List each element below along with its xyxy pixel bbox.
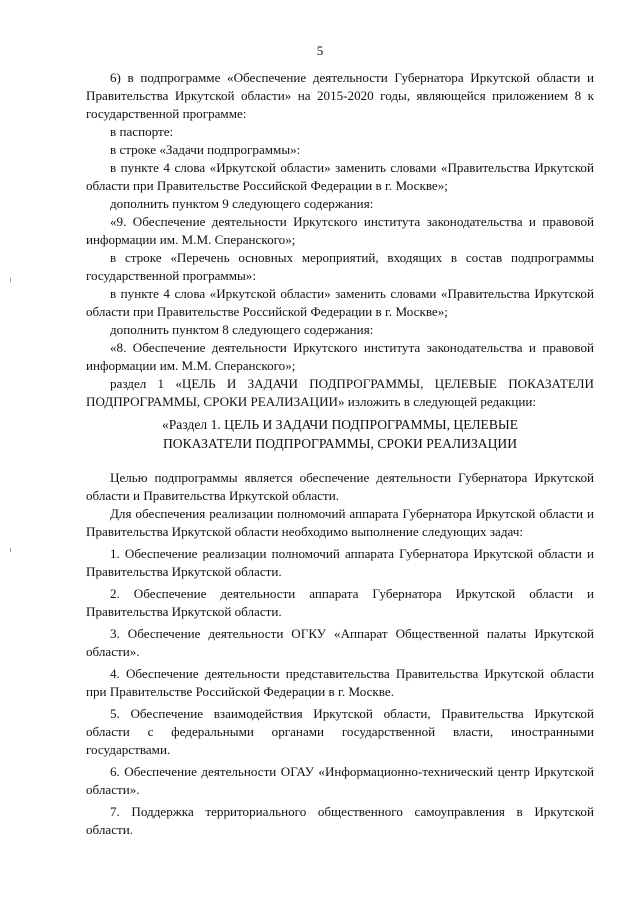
- task-item: 7. Поддержка территориального общественного самоуправления в Иркутской области.: [86, 804, 594, 837]
- paragraph: Для обеспечения реализации полномочий аппарата Губернатора Иркутской области и Правительства Иркутской области необходимо выполнение следующих задач:: [86, 506, 594, 539]
- spacer: [86, 453, 594, 469]
- paragraph: в строке «Задачи подпрограммы»:: [110, 142, 301, 157]
- section-title-line: «Раздел 1. ЦЕЛЬ И ЗАДАЧИ ПОДПРОГРАММЫ, ЦЕЛЕВЫЕ: [161, 417, 519, 432]
- paragraph: «9. Обеспечение деятельности Иркутского института законодательства и правовой информации им. М.М. Сперанского»;: [86, 214, 594, 247]
- page-number: 5: [316, 43, 324, 58]
- paragraph: в паспорте:: [110, 124, 174, 139]
- task-item: 4. Обеспечение деятельности представительства Правительства Иркутской области при Правительстве Российской Федерации в г. Москве.: [86, 666, 594, 699]
- paragraph: раздел 1 «ЦЕЛЬ И ЗАДАЧИ ПОДПРОГРАММЫ, ЦЕЛЕВЫЕ ПОКАЗАТЕЛИ ПОДПРОГРАММЫ, СРОКИ РЕАЛИЗАЦИИ» изложить в следующей редакции:: [86, 376, 594, 409]
- paragraph: дополнить пунктом 8 следующего содержания:: [110, 322, 374, 337]
- paragraph: в пункте 4 слова «Иркутской области» заменить словами «Правительства Иркутской области при Правительстве Российской Федерации в г. Москве»;: [86, 160, 594, 193]
- task-item: 6. Обеспечение деятельности ОГАУ «Информационно-технический центр Иркутской области».: [86, 764, 594, 797]
- paragraph: 6) в подпрограмме «Обеспечение деятельности Губернатора Иркутской области и Правительства Иркутской области» на 2015-2020 годы, являющейся приложением 8 к государственной программе:: [86, 70, 594, 121]
- margin-mark: [10, 548, 11, 552]
- paragraph: Целью подпрограммы является обеспечение деятельности Губернатора Иркутской области и Правительства Иркутской области.: [86, 470, 594, 503]
- paragraph: дополнить пунктом 9 следующего содержания:: [110, 196, 374, 211]
- paragraph: «8. Обеспечение деятельности Иркутского института законодательства и правовой информации им. М.М. Сперанского»;: [86, 340, 594, 373]
- margin-mark: [10, 278, 11, 282]
- section-title: [86, 415, 594, 453]
- task-item: 2. Обеспечение деятельности аппарата Губернатора Иркутской области и Правительства Иркутской области.: [86, 586, 594, 619]
- paragraph: в строке «Перечень основных мероприятий, входящих в состав подпрограммы государственной программы»:: [86, 250, 594, 283]
- task-item: 5. Обеспечение взаимодействия Иркутской области, Правительства Иркутской области с федеральными органами государственной власти, иностранными государствами.: [86, 706, 594, 757]
- task-item: 3. Обеспечение деятельности ОГКУ «Аппарат Общественной палаты Иркутской области».: [86, 626, 594, 659]
- paragraph: в пункте 4 слова «Иркутской области» заменить словами «Правительства Иркутской области при Правительстве Российской Федерации в г. Москве»;: [86, 286, 594, 319]
- task-item: 1. Обеспечение реализации полномочий аппарата Губернатора Иркутской области и Правительства Иркутской области.: [86, 546, 594, 579]
- section-title-line: ПОКАЗАТЕЛИ ПОДПРОГРАММЫ, СРОКИ РЕАЛИЗАЦИИ: [162, 436, 518, 451]
- document-body: [86, 69, 594, 839]
